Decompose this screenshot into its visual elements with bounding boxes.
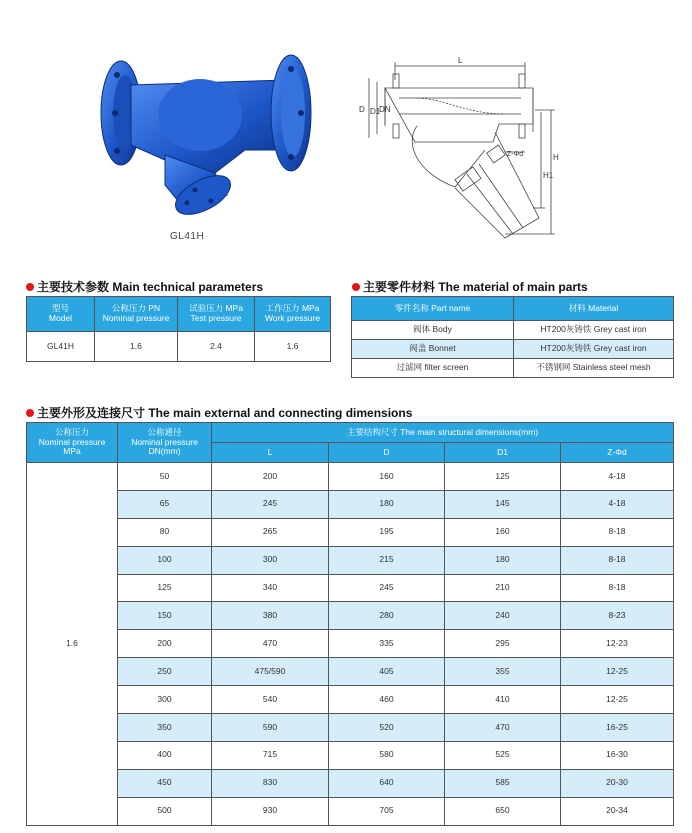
table-row: [27, 630, 674, 658]
label-DN: DN: [379, 105, 391, 114]
materials-header-material: 材料 Material: [514, 297, 674, 321]
tech-header-model: 型号 Model: [27, 297, 95, 332]
dim-D1: 585: [445, 769, 561, 797]
dim-Z: 20-34: [561, 797, 674, 825]
dim-L: 715: [212, 741, 329, 769]
tech-header-nominal: 公称压力 PN Nominal pressure: [95, 297, 178, 332]
table-row: [27, 332, 331, 362]
dimensions-table: [26, 422, 674, 826]
valve-photo: [95, 45, 320, 220]
dim-dn: 500: [118, 797, 212, 825]
dim-Z: 12-23: [561, 630, 674, 658]
tech-test: 2.4: [178, 332, 255, 362]
bullet-icon: [26, 283, 34, 291]
dim-Z: 8-18: [561, 518, 674, 546]
dim-Z: 4-18: [561, 490, 674, 518]
dim-D1: 210: [445, 574, 561, 602]
label-D: D: [359, 105, 365, 114]
dim-L: 265: [212, 518, 329, 546]
dim-L: 380: [212, 602, 329, 630]
table-row: [27, 714, 674, 742]
dim-dn: 125: [118, 574, 212, 602]
dim-D: 160: [329, 463, 445, 491]
dimension-drawing: [355, 52, 565, 252]
dim-col-Z: Z-Φd: [561, 443, 674, 463]
table-row: [27, 686, 674, 714]
dim-dn: 100: [118, 546, 212, 574]
dim-D: 245: [329, 574, 445, 602]
dim-Z: 8-18: [561, 574, 674, 602]
model-caption: GL41H: [170, 231, 205, 242]
label-H1: H1: [543, 171, 554, 180]
materials-header-part: 零件名称 Part name: [352, 297, 514, 321]
table-row: 阀盖 Bonnet HT200灰铸铁 Grey cast iron: [352, 340, 674, 359]
dim-dn: 200: [118, 630, 212, 658]
table-row: 过滤网 filter screen 不锈钢网 Stainless steel mesh: [352, 359, 674, 378]
table-row: [27, 490, 674, 518]
dim-col-L: L: [212, 443, 329, 463]
dim-dn: 450: [118, 769, 212, 797]
dim-dn: 300: [118, 686, 212, 714]
table-row: [27, 658, 674, 686]
dim-L: 245: [212, 490, 329, 518]
dim-Z: 16-30: [561, 741, 674, 769]
dim-D: 280: [329, 602, 445, 630]
table-row: [27, 602, 674, 630]
label-D1: D1: [370, 107, 381, 116]
materials-title: 主要零件材料 The material of main parts: [352, 278, 588, 295]
dim-D1: 160: [445, 518, 561, 546]
dim-D: 460: [329, 686, 445, 714]
dim-L: 340: [212, 574, 329, 602]
dim-header-main: 主要结构尺寸 The main structural dimensions(mm): [212, 423, 674, 443]
label-L: L: [458, 56, 463, 65]
dim-D1: 240: [445, 602, 561, 630]
materials-table: [351, 296, 674, 378]
table-row: [27, 546, 674, 574]
dim-dn: 80: [118, 518, 212, 546]
dim-L: 200: [212, 463, 329, 491]
table-row: [27, 797, 674, 825]
bullet-icon: [352, 283, 360, 291]
dim-D1: 180: [445, 546, 561, 574]
dim-dn: 50: [118, 463, 212, 491]
dim-header-pn: 公称压力 Nominal pressure MPa: [27, 423, 118, 463]
bullet-icon: [26, 409, 34, 417]
label-Z: Z-Φd: [507, 151, 524, 158]
dim-Z: 4-18: [561, 463, 674, 491]
table-row: [27, 741, 674, 769]
dim-D: 405: [329, 658, 445, 686]
label-H: H: [553, 153, 559, 162]
dim-D1: 650: [445, 797, 561, 825]
dim-D1: 295: [445, 630, 561, 658]
dim-L: 470: [212, 630, 329, 658]
tech-work: 1.6: [255, 332, 331, 362]
tech-nominal: 1.6: [95, 332, 178, 362]
dim-L: 540: [212, 686, 329, 714]
dim-Z: 8-18: [561, 546, 674, 574]
dim-header-dn: 公称通径 Nominal pressure DN(mm): [118, 423, 212, 463]
dim-D1: 125: [445, 463, 561, 491]
tech-header-work: 工作压力 MPa Work pressure: [255, 297, 331, 332]
dim-Z: 12-25: [561, 658, 674, 686]
dim-dn: 250: [118, 658, 212, 686]
dim-L: 930: [212, 797, 329, 825]
dim-Z: 20-30: [561, 769, 674, 797]
dim-D: 580: [329, 741, 445, 769]
tech-model: GL41H: [27, 332, 95, 362]
dim-dn: 350: [118, 714, 212, 742]
technical-table: [26, 296, 331, 362]
dim-dn: 65: [118, 490, 212, 518]
dim-Z: 12-25: [561, 686, 674, 714]
table-row: [27, 463, 674, 491]
dim-L: 475/590: [212, 658, 329, 686]
technical-title: 主要技术参数 Main technical parameters: [26, 278, 263, 295]
dimensions-title: 主要外形及连接尺寸 The main external and connecting dimensions: [26, 404, 412, 421]
dim-D: 520: [329, 714, 445, 742]
dim-dn: 150: [118, 602, 212, 630]
dim-D: 195: [329, 518, 445, 546]
dim-D1: 470: [445, 714, 561, 742]
dim-col-D1: D1: [445, 443, 561, 463]
dim-D1: 355: [445, 658, 561, 686]
dim-Z: 8-23: [561, 602, 674, 630]
dim-dn: 400: [118, 741, 212, 769]
dim-D: 705: [329, 797, 445, 825]
dim-D: 215: [329, 546, 445, 574]
dim-col-D: D: [329, 443, 445, 463]
dim-D1: 145: [445, 490, 561, 518]
dim-L: 300: [212, 546, 329, 574]
dim-L: 830: [212, 769, 329, 797]
tech-header-test: 试验压力 MPa Test pressure: [178, 297, 255, 332]
table-row: [27, 518, 674, 546]
dim-L: 590: [212, 714, 329, 742]
table-row: 阀体 Body HT200灰铸铁 Grey cast iron: [352, 321, 674, 340]
dim-D: 180: [329, 490, 445, 518]
dim-D1: 525: [445, 741, 561, 769]
dim-pn-value: 1.6: [27, 463, 118, 826]
dim-D1: 410: [445, 686, 561, 714]
table-row: [27, 574, 674, 602]
dim-D: 335: [329, 630, 445, 658]
dim-Z: 16-25: [561, 714, 674, 742]
dim-D: 640: [329, 769, 445, 797]
table-row: [27, 769, 674, 797]
